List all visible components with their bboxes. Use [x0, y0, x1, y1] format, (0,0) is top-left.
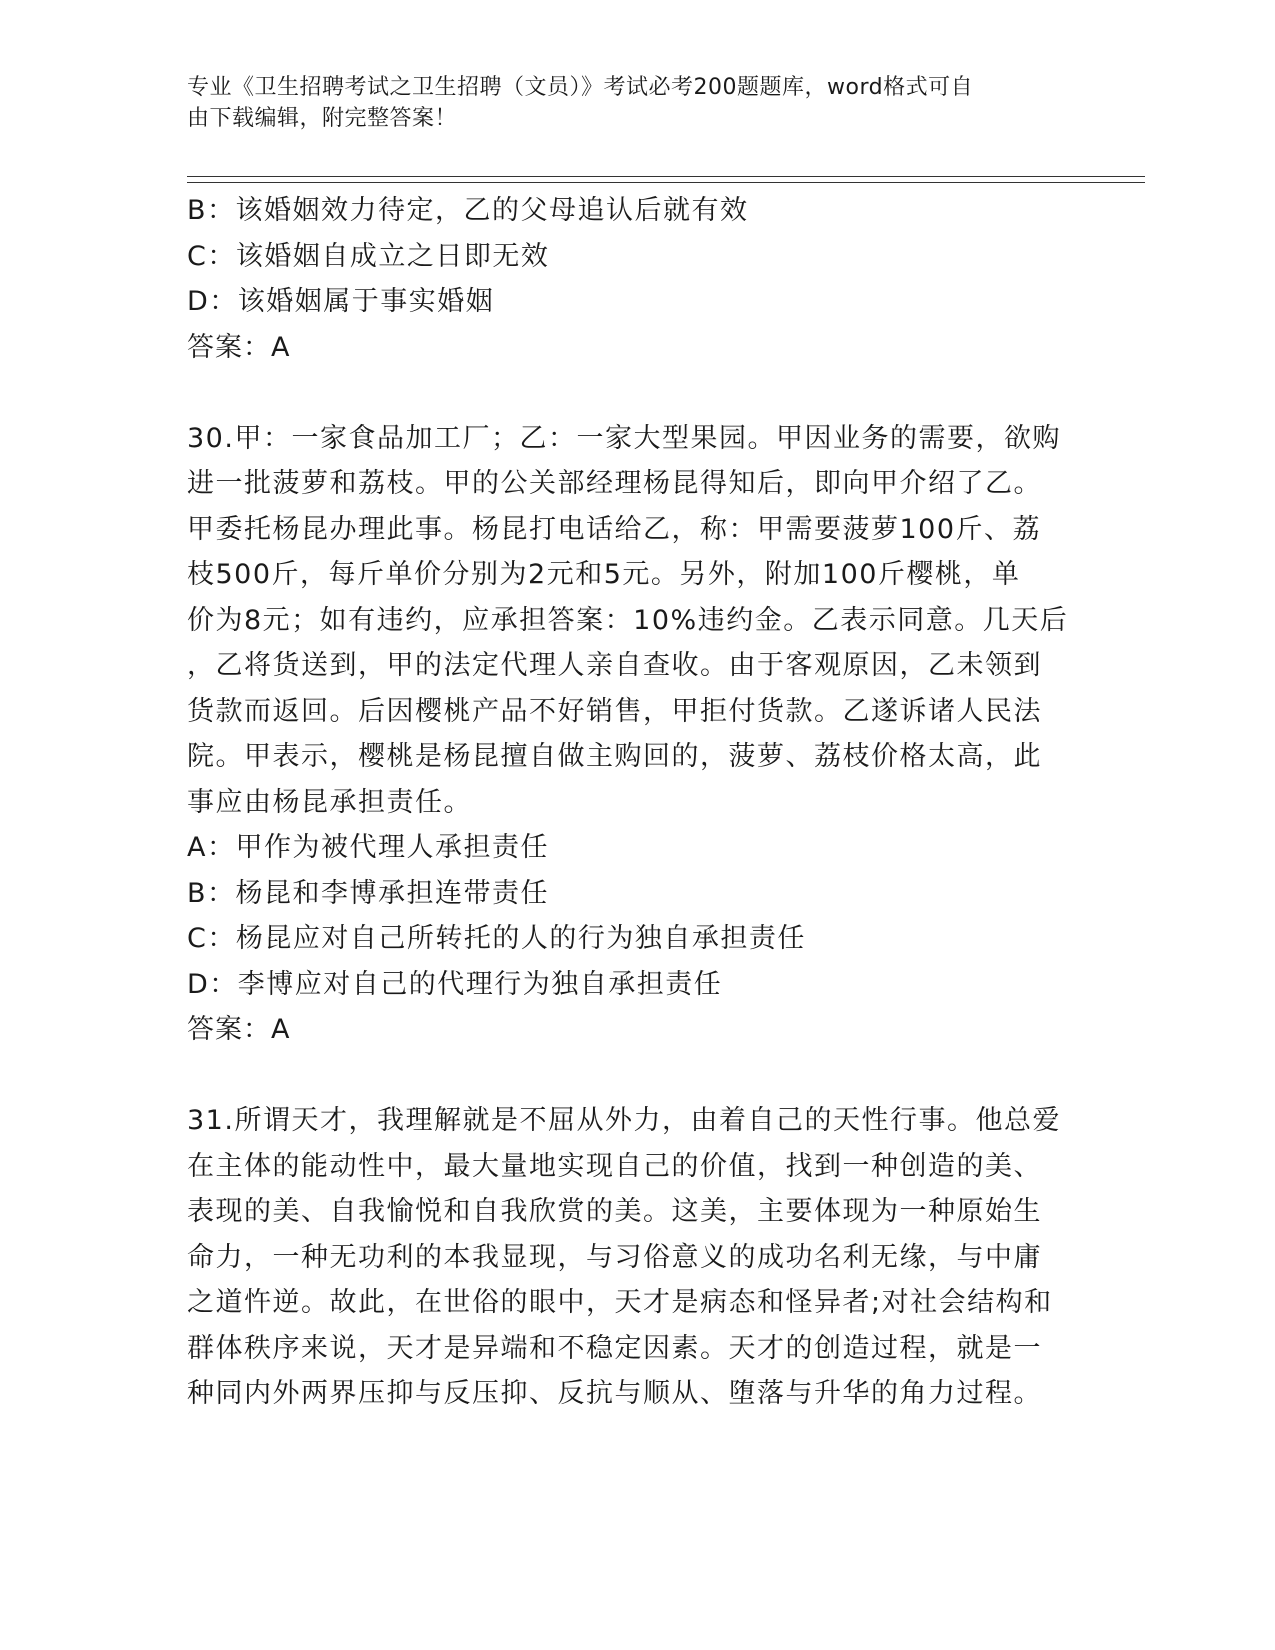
question-stem-line: 30.甲：一家食品加工厂；乙：一家大型果园。甲因业务的需要，欲购 [187, 422, 1061, 454]
option-c: C：杨昆应对自己所转托的人的行为独自承担责任 [187, 923, 806, 954]
spacer [187, 370, 1087, 416]
answer-line: 答案：A [187, 331, 291, 363]
option-d: D：李博应对自己的代理行为独自承担责任 [187, 968, 723, 1000]
question-stem-line: 表现的美、自我愉悦和自我欣赏的美。这美，主要体现为一种原始生 [187, 1196, 1042, 1227]
question-stem-line: 进一批菠萝和荔枝。甲的公关部经理杨昆得知后，即向甲介绍了乙。 [187, 468, 1042, 499]
question-stem-line: 之道忤逆。故此，在世俗的眼中，天才是病态和怪异者;对社会结构和 [187, 1287, 1053, 1318]
question-stem-line: 种同内外两界压抑与反压抑、反抗与顺从、堕落与升华的角力过程。 [187, 1378, 1042, 1409]
option-c: C：该婚姻自成立之日即无效 [187, 240, 550, 272]
option-b: B：杨昆和李博承担连带责任 [187, 877, 550, 909]
page-header [187, 72, 1067, 134]
question-stem-line: 31.所谓天才，我理解就是不屈从外力，由着自己的天性行事。他总爱 [187, 1105, 1061, 1136]
question-stem-line: 价为8元；如有违约，应承担答案：10%违约金。乙表示同意。几天后 [187, 604, 1069, 636]
option-b: B：该婚姻效力待定，乙的父母追认后就有效 [187, 195, 749, 226]
question-stem-line: 货款而返回。后因樱桃产品不好销售，甲拒付货款。乙遂诉诸人民法 [187, 695, 1042, 727]
question-stem-line: 群体秩序来说，天才是异端和不稳定因素。天才的创造过程，就是一 [187, 1332, 1042, 1364]
question-stem-line: 事应由杨昆承担责任。 [187, 786, 472, 818]
question-stem-line: 院。甲表示，樱桃是杨昆擅自做主购回的，菠萝、荔枝价格太高，此 [187, 741, 1042, 772]
option-d: D：该婚姻属于事实婚姻 [187, 286, 495, 317]
spacer [187, 1053, 1087, 1099]
question-29-tail [187, 188, 1087, 370]
question-stem-line: 在主体的能动性中，最大量地实现自己的价值，找到一种创造的美、 [187, 1150, 1042, 1182]
header-line-2: 由下载编辑，附完整答案！ [187, 106, 458, 131]
question-stem-line: ，乙将货送到，甲的法定代理人亲自查收。由于客观原因，乙未领到 [187, 650, 1042, 681]
question-stem-line: 命力，一种无功利的本我显现，与习俗意义的成功名利无缘，与中庸 [187, 1241, 1042, 1273]
answer-line: 答案：A [187, 1014, 291, 1045]
question-stem-line: 枝500斤，每斤单价分别为2元和5元。另外，附加100斤樱桃，单 [187, 559, 1021, 590]
option-a: A：甲作为被代理人承担责任 [187, 832, 549, 863]
page-content [187, 188, 1087, 1417]
question-31 [187, 1098, 1087, 1417]
header-divider [187, 176, 1145, 183]
question-30 [187, 416, 1087, 1053]
header-line-1: 专业《卫生招聘考试之卫生招聘（文员）》考试必考200题题库，word格式可自 [187, 75, 974, 100]
question-stem-line: 甲委托杨昆办理此事。杨昆打电话给乙，称：甲需要菠萝100斤、荔 [187, 513, 1042, 545]
